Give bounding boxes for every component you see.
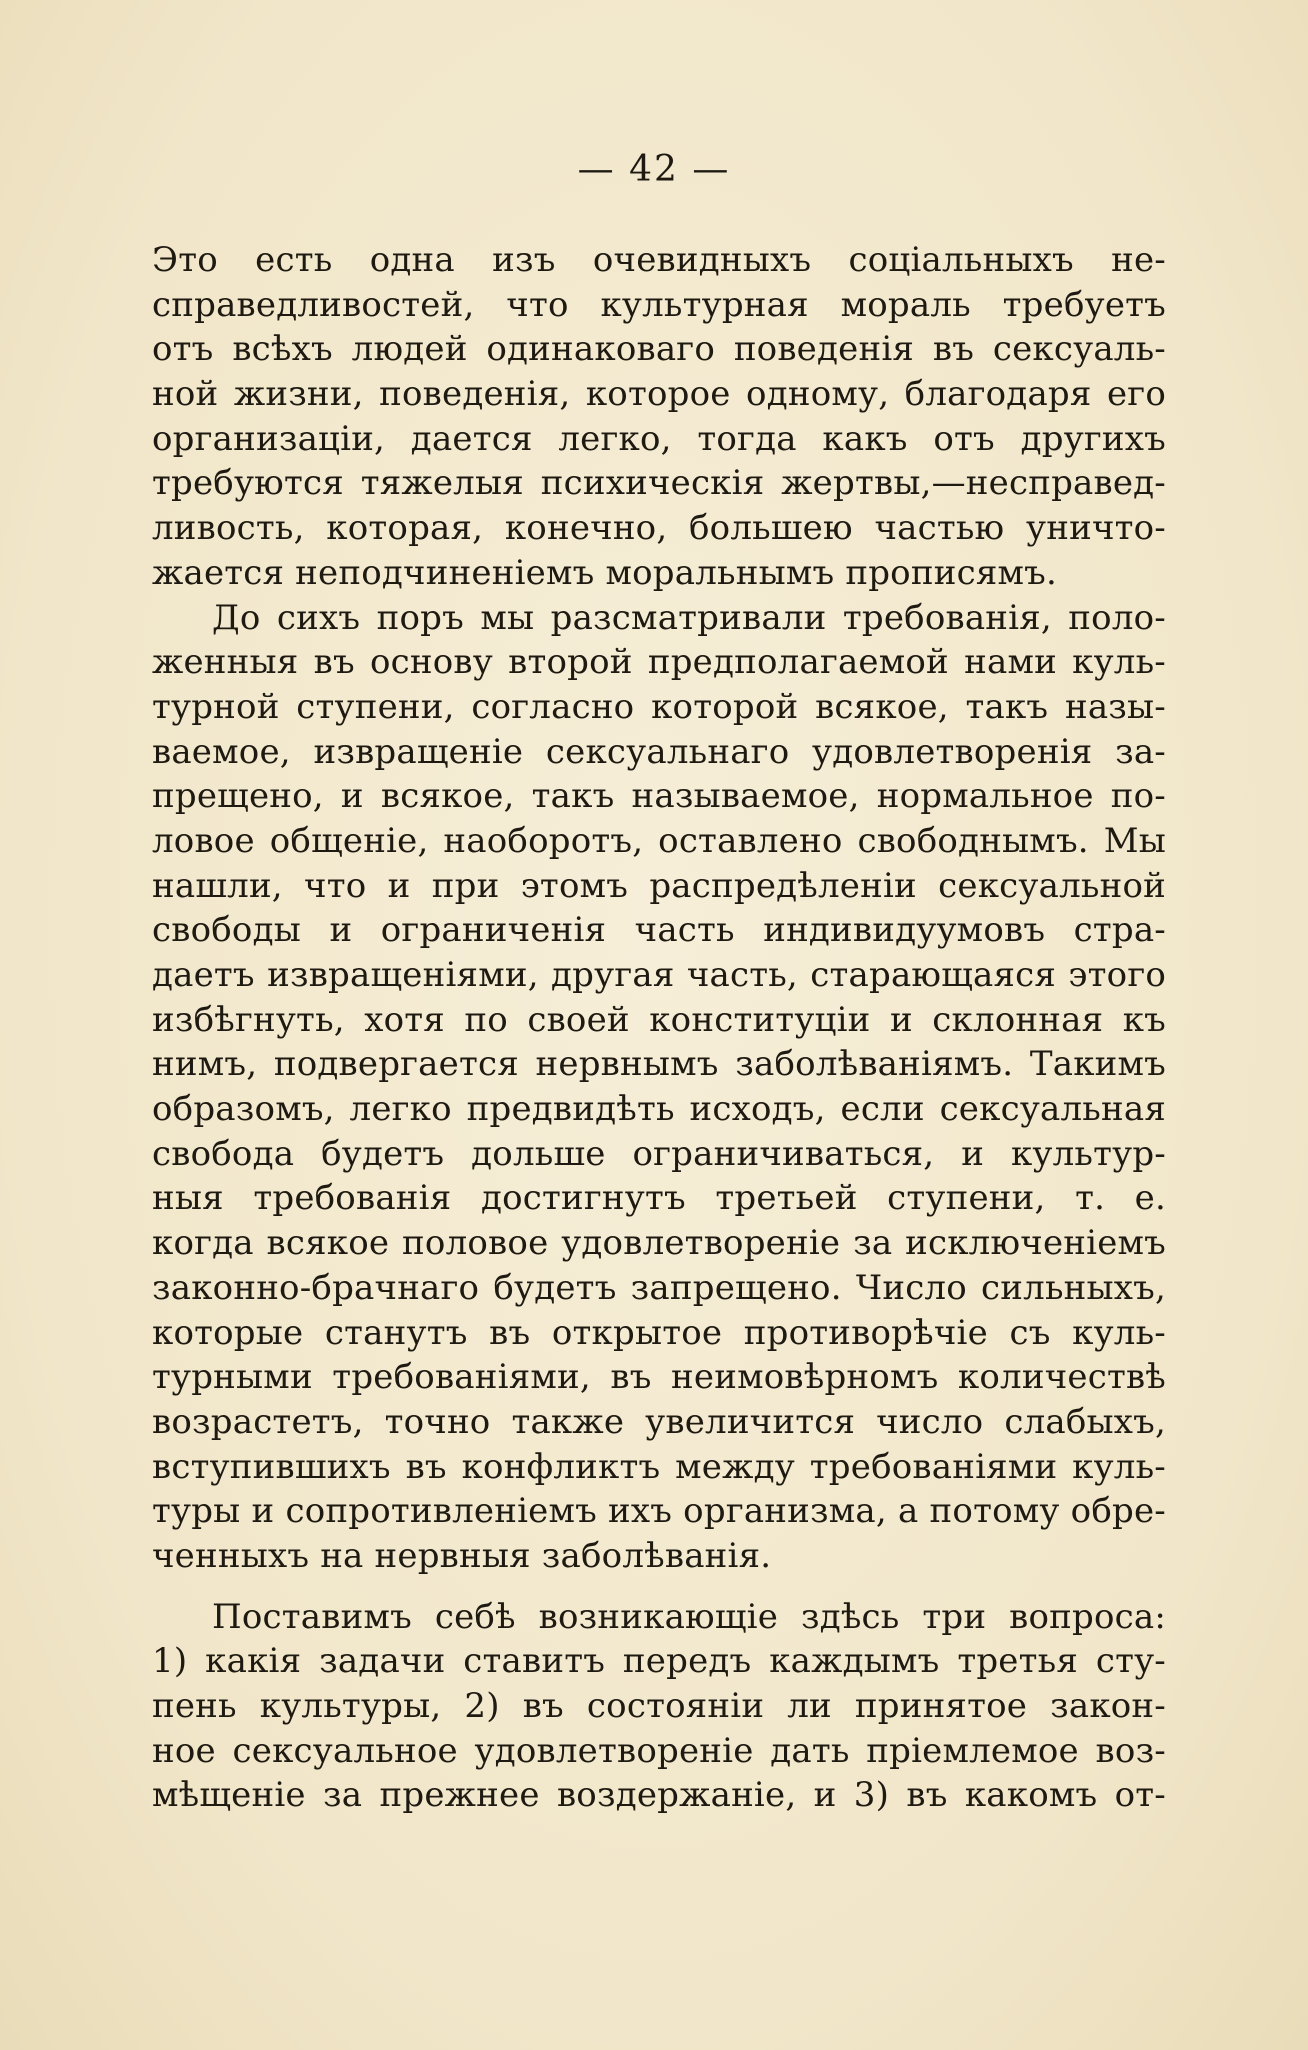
text-line: свобода будетъ дольше ограничиваться, и культур- bbox=[152, 1133, 1166, 1174]
text-line: ваемое, извращеніе сексуальнаго удовлетворенія за- bbox=[152, 731, 1166, 772]
text-line: ныя требованія достигнутъ третьей ступени, т. е. bbox=[152, 1178, 1166, 1219]
text-line: образомъ, легко предвидѣть исходъ, если сексуальная bbox=[152, 1089, 1166, 1130]
text-line: избѣгнуть, хотя по своей конституціи и склонная къ bbox=[152, 999, 1166, 1040]
text-line: мѣщеніе за прежнее воздержаніе, и 3) въ какомъ от- bbox=[152, 1775, 1166, 1816]
text-line: пень культуры, 2) въ состояніи ли принятое закон- bbox=[152, 1686, 1166, 1726]
text-line: 1) какія задачи ставитъ передъ каждымъ третья сту- bbox=[152, 1641, 1166, 1682]
text-line: свободы и ограниченія часть индивидуумовъ стра- bbox=[152, 910, 1166, 951]
text-line: законно-брачнаго будетъ запрещено. Число сильныхъ, bbox=[152, 1267, 1166, 1308]
text-line: Поставимъ себѣ возникающіе здѣсь три вопроса: bbox=[212, 1596, 1166, 1637]
text-line: До сихъ поръ мы разсматривали требованія, поло- bbox=[212, 597, 1166, 638]
text-line: отъ всѣхъ людей одинаковаго поведенія въ сексуаль- bbox=[152, 329, 1166, 370]
text-line: ловое общеніе, наоборотъ, оставлено свободнымъ. Мы bbox=[152, 820, 1166, 861]
paragraph-2 bbox=[152, 596, 1166, 1579]
text-line: турными требованіями, въ неимовѣрномъ количествѣ bbox=[152, 1357, 1166, 1398]
text-line: жается неподчиненіемъ моральнымъ прописямъ. bbox=[152, 552, 1057, 593]
text-line: туры и сопротивленіемъ ихъ организма, а потому обре- bbox=[152, 1491, 1166, 1532]
text-line: ливость, которая, конечно, большею частью уничто- bbox=[152, 508, 1166, 549]
text-line: турной ступени, согласно которой всякое, такъ назы- bbox=[152, 686, 1166, 727]
text-line: прещено, и всякое, такъ называемое, нормальное по- bbox=[152, 776, 1166, 817]
text-line: даетъ извращеніями, другая часть, старающаяся этого bbox=[152, 955, 1166, 995]
text-line: ное сексуальное удовлетвореніе дать пріемлемое воз- bbox=[152, 1730, 1166, 1771]
text-line: организаціи, дается легко, тогда какъ отъ другихъ bbox=[152, 418, 1166, 459]
text-line: нимъ, подвергается нервнымъ заболѣваніямъ. Такимъ bbox=[152, 1044, 1166, 1085]
paragraph-1 bbox=[152, 238, 1166, 596]
paragraph-gap bbox=[152, 1579, 1166, 1595]
text-line: нашли, что и при этомъ распредѣленіи сексуальной bbox=[152, 865, 1166, 906]
text-line: вступившихъ въ конфликтъ между требованіями куль- bbox=[152, 1446, 1166, 1487]
text-line: возрастетъ, точно также увеличится число слабыхъ, bbox=[152, 1401, 1166, 1442]
text-line: когда всякое половое удовлетвореніе за исключеніемъ bbox=[152, 1223, 1166, 1264]
page-number: — 42 — bbox=[577, 149, 731, 190]
paragraph-3 bbox=[152, 1595, 1166, 1818]
text-line: ченныхъ на нервныя заболѣванія. bbox=[152, 1535, 772, 1576]
text-line: требуются тяжелыя психическія жертвы,—несправед- bbox=[152, 463, 1166, 504]
text-line: справедливостей, что культурная мораль требуетъ bbox=[152, 284, 1166, 325]
text-line: ной жизни, поведенія, которое одному, благодаря его bbox=[152, 374, 1166, 415]
text-line: которые станутъ въ открытое противорѣчіе съ куль- bbox=[152, 1312, 1166, 1353]
body-text bbox=[152, 238, 1166, 1818]
text-line: Это есть одна изъ очевидныхъ соціальныхъ не- bbox=[152, 240, 1166, 280]
text-line: женныя въ основу второй предполагаемой нами куль- bbox=[152, 642, 1166, 683]
